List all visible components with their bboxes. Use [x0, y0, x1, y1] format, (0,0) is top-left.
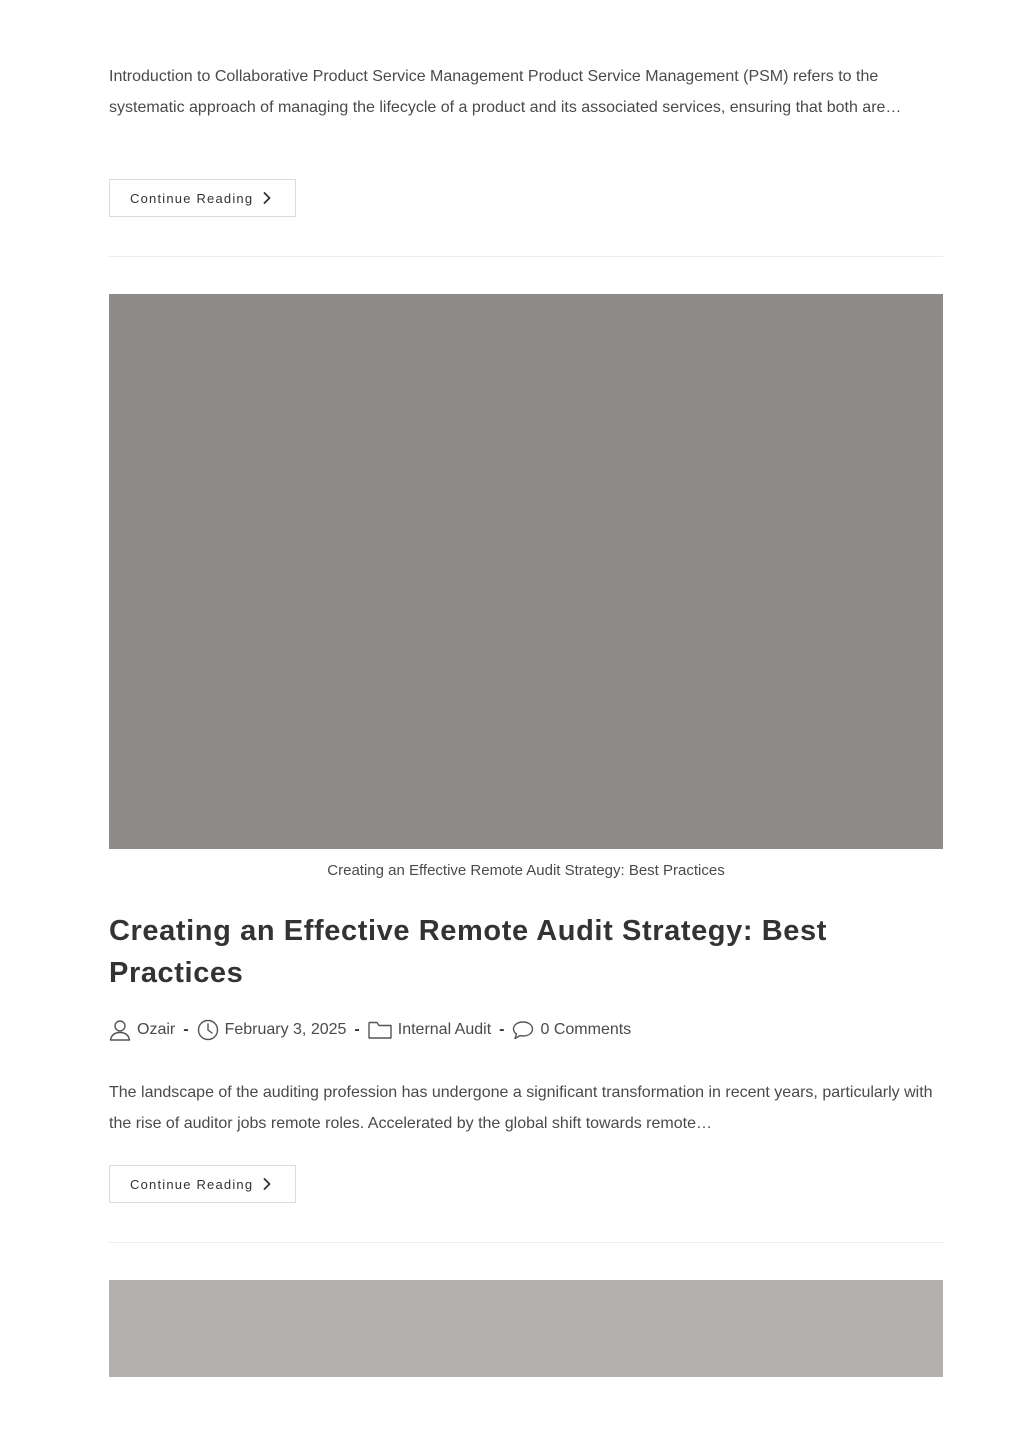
post-thumbnail[interactable]: [109, 1280, 943, 1377]
chevron-right-icon: [263, 192, 271, 204]
image-caption: Creating an Effective Remote Audit Strategy: Best Practices: [327, 862, 725, 879]
post-comments-link[interactable]: 0 Comments: [540, 1021, 632, 1038]
post-meta: [109, 1016, 631, 1044]
chevron-right-icon: [263, 1178, 271, 1190]
clock-icon: [197, 1019, 219, 1041]
post-divider: [109, 256, 943, 257]
continue-reading-button[interactable]: [109, 179, 296, 217]
post-title[interactable]: Creating an Effective Remote Audit Strategy: Best Practices: [109, 915, 828, 989]
comment-icon: [512, 1020, 534, 1040]
post-divider: [109, 1242, 943, 1243]
continue-reading-button[interactable]: [109, 1165, 296, 1203]
meta-separator: -: [354, 1021, 360, 1038]
continue-reading-label: Continue Reading: [130, 1176, 254, 1192]
post-date: February 3, 2025: [224, 1021, 347, 1038]
user-icon: [109, 1019, 131, 1041]
post-excerpt: Introduction to Collaborative Product Service Management Product Service Management (PSM) refers to the systematic approach of managing the lifecycle of a product and its associated services, ensuring that both are…: [109, 68, 902, 116]
post-thumbnail[interactable]: [109, 294, 943, 849]
post-excerpt: The landscape of the auditing profession has undergone a significant transformation in recent years, particularly with the rise of auditor jobs remote roles. Accelerated by the global shift towards remote…: [109, 1084, 933, 1132]
folder-icon: [368, 1020, 392, 1040]
post-author-link[interactable]: Ozair: [137, 1021, 176, 1038]
post-category-link[interactable]: Internal Audit: [397, 1021, 492, 1038]
continue-reading-label: Continue Reading: [130, 190, 254, 206]
meta-separator: -: [499, 1021, 505, 1038]
meta-separator: -: [183, 1021, 189, 1038]
